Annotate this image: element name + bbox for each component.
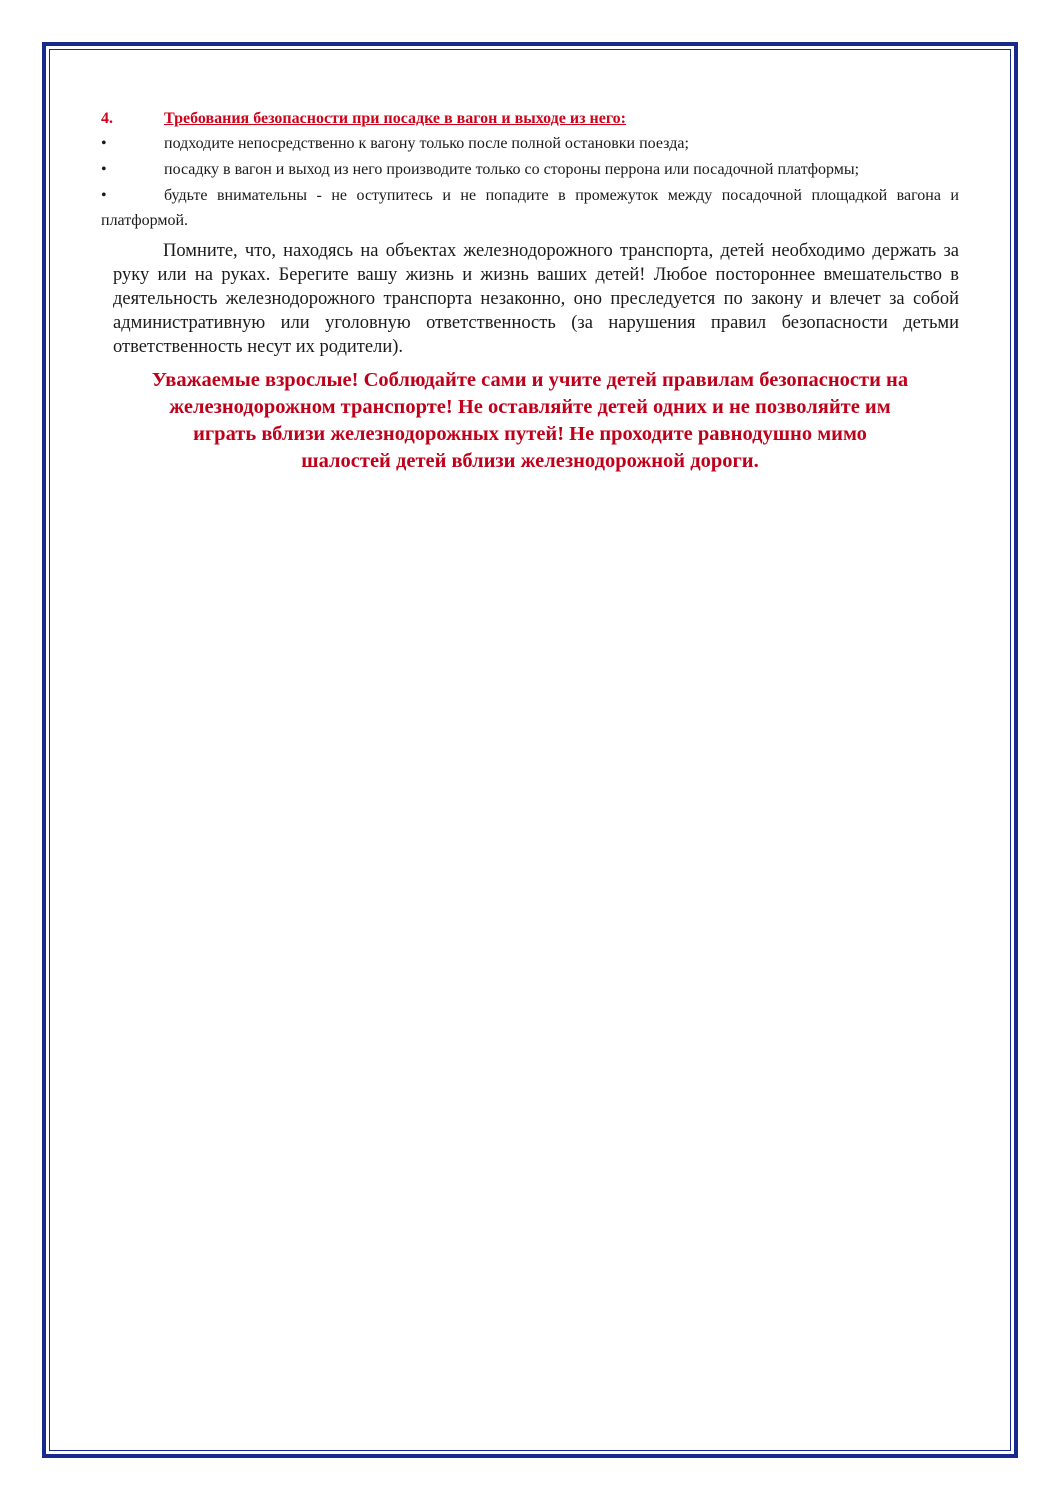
appeal-line: играть вблизи железнодорожных путей! Не проходите равнодушно мимо bbox=[193, 423, 867, 445]
section-title: Требования безопасности при посадке в вагон и выходе из него: bbox=[164, 110, 627, 127]
list-item bbox=[101, 157, 959, 182]
appeal-line: Уважаемые взрослые! Соблюдайте сами и учите детей правилам безопасности на bbox=[151, 369, 909, 391]
list-item bbox=[101, 131, 959, 156]
section-number: 4. bbox=[101, 110, 113, 127]
safety-rules-list bbox=[101, 131, 959, 233]
appeal-line: шалостей детей вблизи железнодорожной дороги. bbox=[301, 450, 759, 472]
warning-paragraph: Помните, что, находясь на объектах железнодорожного транспорта, детей необходимо держать за руку или на руках. Берегите вашу жизнь и жизнь ваших детей! Любое постороннее вмешательство в деятельность железнодорожного транспорта незаконно, оно преследуется по закону и влечет за собой административную или уголовную ответственность (за нарушения правил безопасности детьми ответственность несут их родители). bbox=[113, 241, 959, 357]
bullet-icon: • bbox=[101, 161, 107, 178]
appeal-line: железнодорожном транспорте! Не оставляйте детей одних и не позволяйте им bbox=[169, 396, 891, 418]
document-body bbox=[101, 108, 959, 475]
list-item-text: посадку в вагон и выход из него производите только со стороны перрона или посадочной платформы; bbox=[164, 161, 860, 178]
list-item-text: будьте внимательны - не оступитесь и не попадите в промежуток между посадочной площадкой вагона и платформой. bbox=[101, 187, 959, 229]
section-heading bbox=[101, 108, 959, 130]
list-item-text: подходите непосредственно к вагону только после полной остановки поезда; bbox=[164, 135, 689, 152]
bullet-icon: • bbox=[101, 187, 107, 204]
list-item bbox=[101, 183, 959, 233]
bullet-icon: • bbox=[101, 135, 107, 152]
appeal-to-adults bbox=[101, 367, 959, 475]
